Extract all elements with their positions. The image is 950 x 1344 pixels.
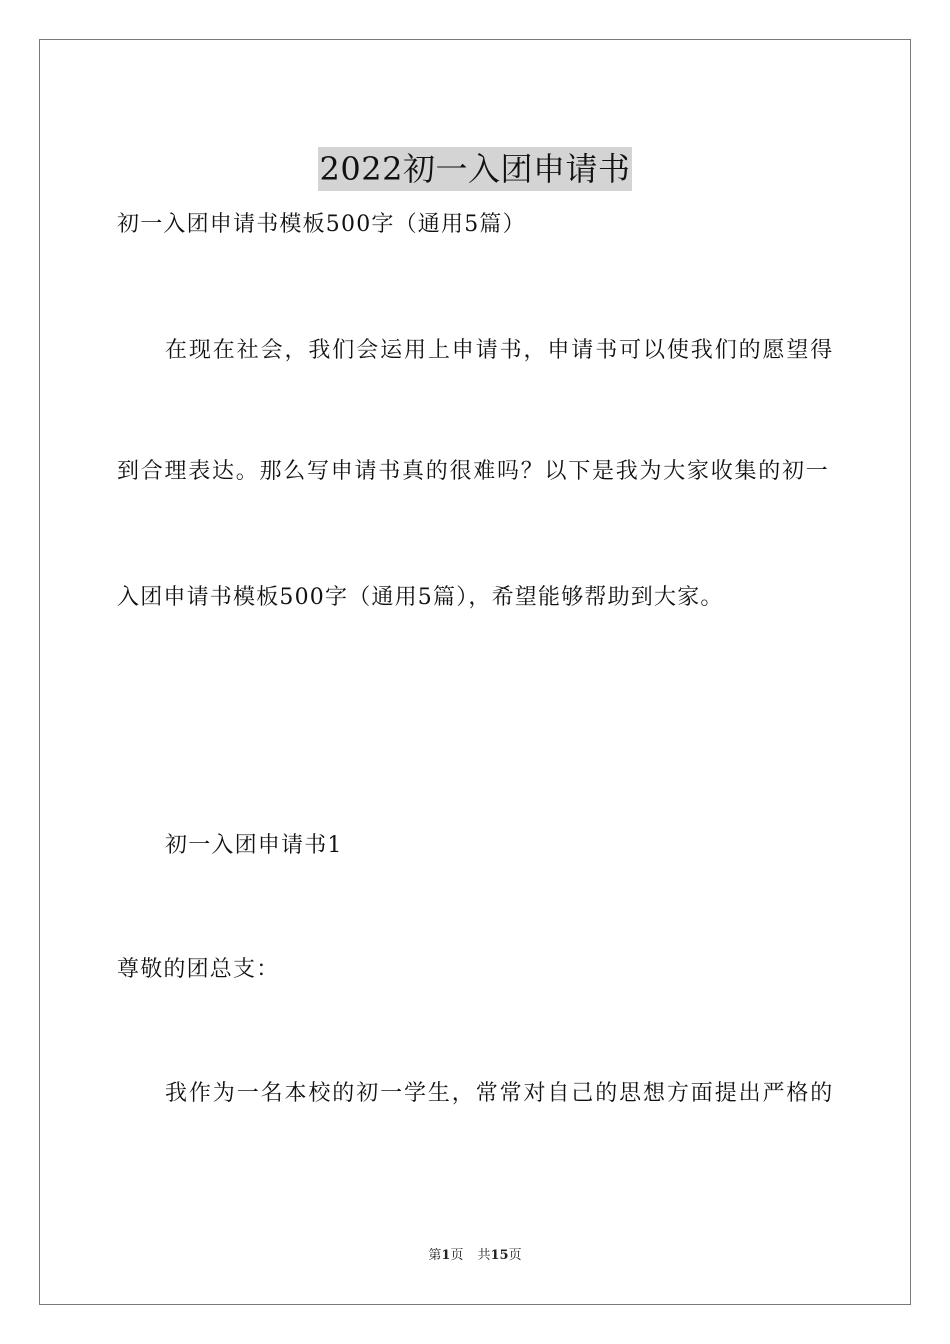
footer-total-pages: 15	[490, 1248, 509, 1263]
paragraph-line: 入团申请书模板500字（通用5篇），希望能够帮助到大家。	[117, 585, 724, 610]
document-title: 2022初一入团申请书	[318, 147, 633, 191]
footer-page-number: 1	[441, 1248, 451, 1263]
title-container	[0, 126, 950, 213]
document-subtitle: 初一入团申请书模板500字（通用5篇）	[117, 212, 526, 237]
paragraph-line: 到合理表达。那么写申请书真的很难吗？以下是我为大家收集的初一	[117, 459, 830, 484]
footer-total-suffix: 页	[508, 1248, 522, 1263]
page-footer	[0, 1247, 950, 1265]
paragraph-line: 在现在社会，我们会运用上申请书，申请书可以使我们的愿望得	[165, 338, 835, 363]
footer-page-suffix: 页	[450, 1248, 464, 1263]
salutation: 尊敬的团总支：	[117, 957, 280, 982]
footer-total-prefix: 共	[477, 1248, 491, 1263]
section-heading: 初一入团申请书1	[165, 833, 343, 858]
footer-page-prefix: 第	[428, 1248, 442, 1263]
paragraph-line: 我作为一名本校的初一学生，常常对自己的思想方面提出严格的	[165, 1081, 835, 1106]
